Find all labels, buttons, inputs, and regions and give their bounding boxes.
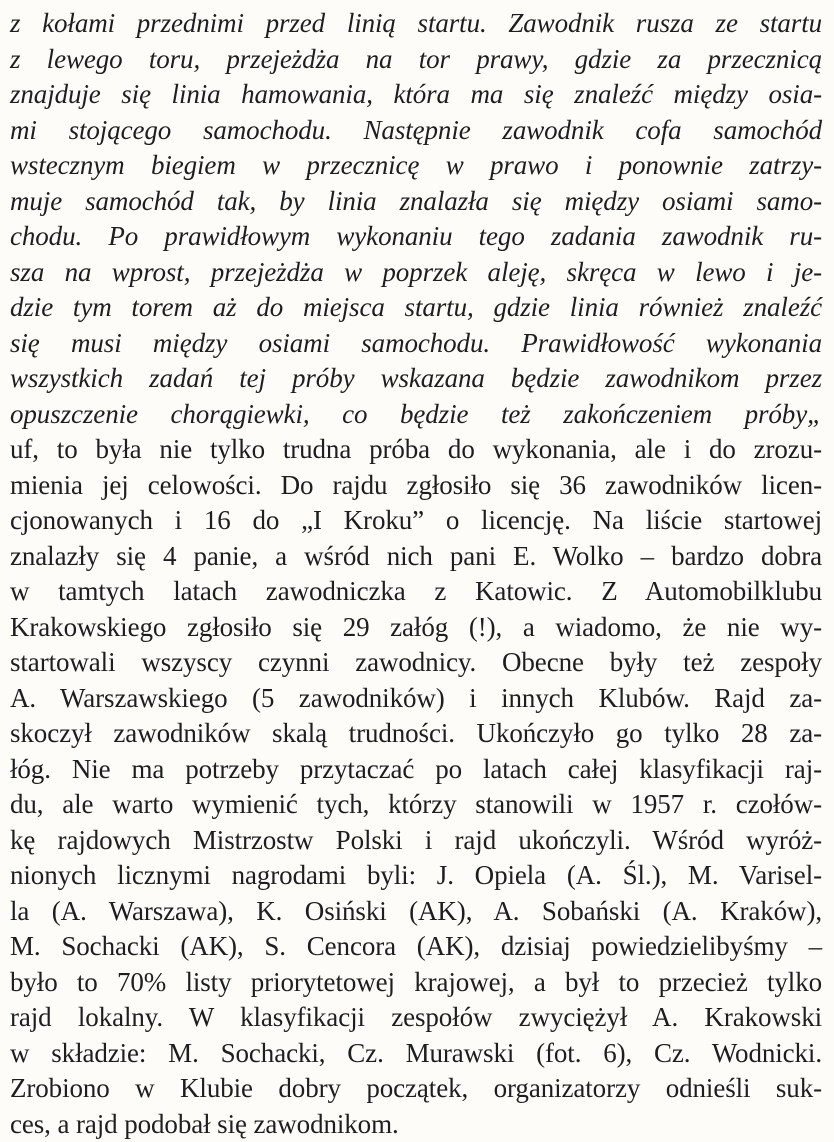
text-line: nionych licznymi nagrodami byli: J. Opiela (A. Śl.), M. Varisel- — [10, 858, 822, 894]
text-line: wstecznym biegiem w przecznicę w prawo i ponownie zatrzy- — [10, 148, 822, 184]
text-line: z kołami przednimi przed linią startu. Zawodnik rusza ze startu — [10, 6, 822, 42]
text-line: du, ale warto wymienić tych, którzy stanowili w 1957 r. czołów- — [10, 787, 822, 823]
text-line: mienia jej celowości. Do rajdu zgłosiło się 36 zawodników licen- — [10, 468, 822, 504]
text-line: rajd lokalny. W klasyfikacji zespołów zwyciężył A. Krakowski — [10, 1000, 822, 1036]
text-line: uf, to była nie tylko trudna próba do wykonania, ale i do zrozu- — [10, 432, 822, 468]
text-line: startowali wszyscy czynni zawodnicy. Obecne były też zespoły — [10, 645, 822, 681]
text-line: w składzie: M. Sochacki, Cz. Murawski (fot. 6), Cz. Wodnicki. — [10, 1036, 822, 1072]
text-line: było to 70% listy priorytetowej krajowej, a był to przecież tylko — [10, 965, 822, 1001]
document-page — [10, 6, 834, 1100]
text-line: Krakowskiego zgłosiło się 29 załóg (!), a wiadomo, że nie wy- — [10, 610, 822, 646]
text-line: la (A. Warszawa), K. Osiński (AK), A. Sobański (A. Kraków), — [10, 894, 822, 930]
text-line: się musi między osiami samochodu. Prawidłowość wykonania — [10, 326, 822, 362]
text-line: opuszczenie chorągiewki, co będzie też zakończeniem próby„ — [10, 397, 822, 433]
text-line: znajduje się linia hamowania, która ma się znaleźć między osia- — [10, 77, 822, 113]
text-line: M. Sochacki (AK), S. Cencora (AK), dzisiaj powiedzielibyśmy – — [10, 929, 822, 965]
text-line: z lewego toru, przejeżdża na tor prawy, gdzie za przecznicą — [10, 42, 822, 78]
text-line: ces, a rajd podobał się zawodnikom. — [10, 1107, 822, 1142]
text-line: znalazły się 4 panie, a wśród nich pani E. Wolko – bardzo dobra — [10, 539, 822, 575]
text-line: chodu. Po prawidłowym wykonaniu tego zadania zawodnik ru- — [10, 219, 822, 255]
text-line: cjonowanych i 16 do „I Kroku” o licencję. Na liście startowej — [10, 503, 822, 539]
text-line: wszystkich zadań tej próby wskazana będzie zawodnikom przez — [10, 361, 822, 397]
text-line: A. Warszawskiego (5 zawodników) i innych Klubów. Rajd za- — [10, 681, 822, 717]
text-line: mi stojącego samochodu. Następnie zawodnik cofa samochód — [10, 113, 822, 149]
text-line: sza na wprost, przejeżdża w poprzek aleję, skręca w lewo i je- — [10, 255, 822, 291]
text-line: w tamtych latach zawodniczka z Katowic. Z Automobilklubu — [10, 574, 822, 610]
text-line: skoczył zawodników skalą trudności. Ukończyło go tylko 28 za- — [10, 716, 822, 752]
text-line: muje samochód tak, by linia znalazła się między osiami samo- — [10, 184, 822, 220]
text-line: dzie tym torem aż do miejsca startu, gdzie linia również znaleźć — [10, 290, 822, 326]
text-line: Zrobiono w Klubie dobry początek, organizatorzy odnieśli suk- — [10, 1071, 822, 1107]
text-line: kę rajdowych Mistrzostw Polski i rajd ukończyli. Wśród wyróż- — [10, 823, 822, 859]
text-line: łóg. Nie ma potrzeby przytaczać po latach całej klasyfikacji raj- — [10, 752, 822, 788]
